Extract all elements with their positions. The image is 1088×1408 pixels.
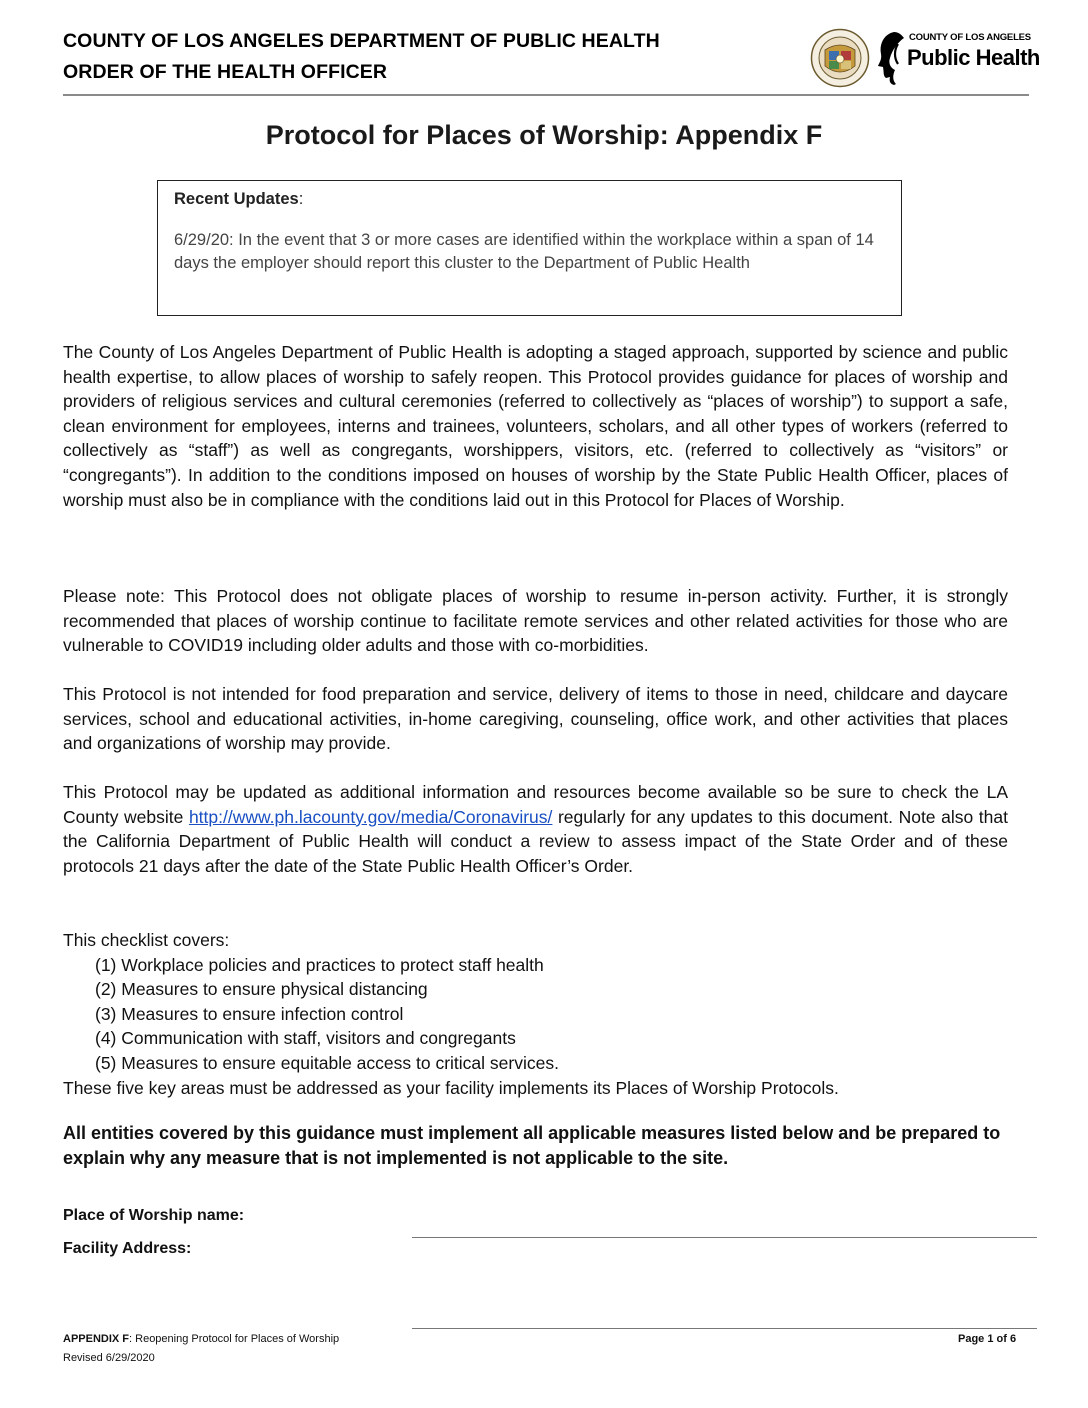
coronavirus-website-link[interactable]: http://www.ph.lacounty.gov/media/Coronavirus/ (188, 806, 553, 827)
checklist-list (63, 953, 1008, 1076)
document-title: Protocol for Places of Worship: Appendix F (265, 120, 823, 150)
county-seal-logo (810, 28, 870, 88)
recent-updates-box (157, 180, 902, 316)
updates-paragraph (63, 780, 1008, 878)
worship-name-field[interactable] (412, 1237, 1037, 1238)
header-order: ORDER OF THE HEALTH OFFICER (63, 61, 388, 83)
recent-updates-heading-text: Recent Updates (174, 190, 299, 208)
checklist-intro: This checklist covers: (63, 930, 230, 950)
footer-appendix-rest: : Reopening Protocol for Places of Worship (129, 1333, 340, 1345)
checklist-item: (1) Workplace policies and practices to protect staff health (95, 954, 544, 975)
profile-silhouette-icon (876, 30, 906, 86)
footer-appendix (63, 1333, 339, 1345)
checklist-outro: These five key areas must be addressed as your facility implements its Places of Worship Protocols. (63, 1077, 839, 1098)
updates-paragraph-tail: regularly for any updates to this document. Note also that the California Department of Public Health will conduct a review to assess impact of the State Order and of these protocols 21 days after the date of the State Public Health Officer’s Order. (63, 806, 1008, 876)
updates-paragraph-lead: This Protocol may be updated as additional information and resources become available so be sure to check the LA County website (63, 782, 1008, 827)
footer-revised-date: Revised 6/29/2020 (63, 1352, 155, 1364)
intro-paragraph: The County of Los Angeles Department of Public Health is adopting a staged approach, supported by science and public health expertise, to allow places of worship to safely reopen. This Protocol provides guidance for places of worship and providers of religious services and cultural ceremonies (referred to collectively as “places of worship”) to support a safe, clean environment for employees, interns and trainees, volunteers, scholars, and all other types of workers (referred to collectively as “staff”) as well as congregants, worshippers, visitors, etc. (referred to collectively as “visitors” or “congregants”). In addition to the conditions imposed on houses of worship by the State Public Health Officer, places of worship must also be in compliance with the conditions laid out in this Protocol for Places of Worship. (63, 342, 1008, 510)
recent-updates-heading (174, 190, 303, 209)
logo-public-health-text: Public Health (907, 45, 1040, 70)
facility-address-field[interactable] (412, 1328, 1037, 1329)
footer-appendix-bold: APPENDIX F (63, 1333, 130, 1345)
header-divider (63, 94, 1029, 96)
checklist-item: (4) Communication with staff, visitors and congregants (95, 1028, 516, 1049)
checklist-section (63, 928, 1008, 1100)
header-agency: COUNTY OF LOS ANGELES DEPARTMENT OF PUBLIC HEALTH (63, 30, 660, 52)
checklist-item: (3) Measures to ensure infection control (95, 1003, 404, 1024)
checklist-item: (2) Measures to ensure physical distancing (95, 979, 428, 1000)
scope-paragraph: This Protocol is not intended for food preparation and service, delivery of items to those in need, childcare and daycare services, school and educational activities, in-home caregiving, counseling, office work, and other activities that places and organizations of worship may provide. (63, 684, 1008, 754)
note-paragraph: Please note: This Protocol does not obligate places of worship to resume in-person activity. Further, it is strongly recommended that places of worship continue to facilitate remote services and other related activities for those who are vulnerable to COVID19 including older adults and those with co-morbidities. (63, 586, 1008, 656)
recent-updates-colon: : (298, 190, 304, 208)
worship-name-label: Place of Worship name: (63, 1207, 245, 1224)
compliance-notice: All entities covered by this guidance must implement all applicable measures listed below and be prepared to explain why any measure that is not implemented is not applicable to the site. (63, 1123, 1001, 1168)
logo-county-text: COUNTY OF LOS ANGELES (909, 32, 1031, 43)
facility-address-label: Facility Address: (63, 1240, 192, 1257)
checklist-item: (5) Measures to ensure equitable access to critical services. (95, 1052, 559, 1073)
recent-updates-text: 6/29/20: In the event that 3 or more cases are identified within the workplace within a span of 14 days the employer should report this cluster to the Department of Public Health (174, 231, 874, 272)
footer-page-number: Page 1 of 6 (958, 1333, 1017, 1345)
